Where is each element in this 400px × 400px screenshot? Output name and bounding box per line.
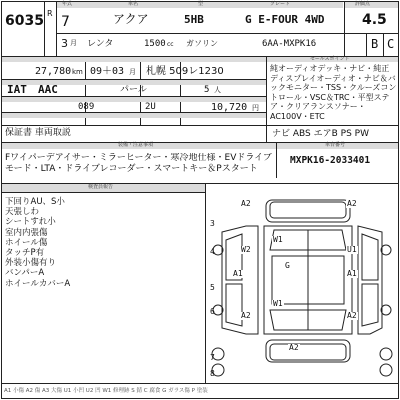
damage-note-item: ホイール傷 <box>5 237 48 248</box>
sales-point-label: セールスポイント <box>310 56 350 62</box>
damage-mark-left-rear-door: A1 <box>233 269 243 278</box>
chassis-number: MXPK16-2033401 <box>290 155 371 166</box>
damage-mark-hood: W1 <box>273 235 283 244</box>
diagram-number-8: 8 <box>210 369 215 378</box>
equipment-icons: ナビ ABS エアB PS PW <box>272 129 369 139</box>
damage-notes-label: 検査員報告 <box>88 184 114 190</box>
kv-value: 089 <box>78 102 95 112</box>
recycle-unit: 円 <box>252 104 259 112</box>
model-code: 5HB <box>184 13 204 26</box>
year-value: 7 <box>61 14 70 30</box>
car-damage-diagram <box>206 184 398 384</box>
damage-mark-roof: G <box>285 261 290 270</box>
recycle-fee: 10,720 <box>211 102 248 113</box>
damage-mark-rear-left: A2 <box>241 311 251 320</box>
seats-value: 5 <box>204 85 210 95</box>
displacement: 1500 <box>144 39 166 49</box>
damage-mark-right-front-door: U1 <box>347 245 357 254</box>
diagram-number-3: 3 <box>210 219 215 228</box>
color-code: 2U <box>145 102 156 112</box>
inspection-unit: 月 <box>129 68 136 76</box>
damage-mark-right-rear-door: A1 <box>347 269 357 278</box>
score-label: 評価点 <box>355 1 371 7</box>
model-label: 車名 <box>128 1 139 7</box>
chassis-code: 6AA-MXPK16 <box>262 39 317 49</box>
diagram-number-5: 5 <box>210 283 215 292</box>
transmission: IAT <box>7 83 27 96</box>
diagram-number-7: 7 <box>210 353 215 362</box>
sales-point-text <box>270 64 397 122</box>
lot-number: 6035 <box>5 13 44 29</box>
damage-note-item: 室内内張傷 <box>5 227 48 238</box>
damage-note-item: シートすれ小 <box>5 217 56 228</box>
equipment-note-label: 装備・注意事項 <box>118 142 154 148</box>
model-name: アクア <box>113 12 149 26</box>
plate-number: 札幌 509レ1230 <box>146 66 224 77</box>
damage-note-item: 天張しわ <box>5 207 40 218</box>
year-era: R <box>47 9 53 18</box>
chassis-number-label: 車台番号 <box>325 142 346 148</box>
grade-value: G E-FOUR 4WD <box>245 13 325 26</box>
damage-mark-trunk: W1 <box>273 299 283 308</box>
damage-mark-rear-center: A2 <box>289 343 299 352</box>
damage-mark-left-front-door: W2 <box>241 245 251 254</box>
score-value: 4.5 <box>362 12 387 28</box>
month-unit: 月 <box>70 39 77 47</box>
grade-label: グレード <box>270 1 291 7</box>
damage-note-item: 外装小傷有り <box>5 258 57 269</box>
diagram-number-6: 6 <box>210 307 215 316</box>
inspection-value: 09＋03 <box>90 66 125 77</box>
sales-point-content: 純オーディオデッキ・ナビ・純正ディスプレイオーディオ・ナビ＆バックモニター・TSS・クルーズコントロール・VSC＆TRC・平型ステア・クリアランスソナー・AC100V・ETC <box>270 64 397 121</box>
damage-notes-list <box>5 197 201 289</box>
mileage-value: 27,780 <box>35 66 72 77</box>
damage-note-item: ホイールカバーA <box>5 278 71 289</box>
month-value: 3 <box>61 37 68 50</box>
seats-unit: 人 <box>214 86 221 94</box>
footer-legend-text: A1 小傷 A2 傷 A3 大傷 U1 小凹 U2 凹 W1 修理跡 S 錆 C 腐食 G ガラス傷 P 塗装 <box>4 388 208 394</box>
exterior-grade: C <box>387 37 395 51</box>
interior-grade: B <box>371 37 379 51</box>
color-value: パール <box>120 85 147 95</box>
equipment-note-text <box>5 153 275 181</box>
damage-mark-rear-right: A2 <box>347 311 357 320</box>
damage-mark-front-left: A2 <box>241 199 251 208</box>
damage-note-item: 下回りAU、S小 <box>5 197 65 207</box>
damage-note-item: タッチP有 <box>5 248 45 259</box>
equipment-note-content: Fワイパーデアイサー・ミラーヒーター・寒冷地仕様・EVドライブモード・LTA・ドライブレコーダー・スマートキー＆Pスタート <box>5 153 272 174</box>
year-label: 年式 <box>62 1 73 7</box>
rental-flag: レンタ <box>87 39 114 49</box>
damage-mark-front-right: A2 <box>347 199 357 208</box>
displacement-unit: cc <box>167 41 174 48</box>
diagram-number-4: 4 <box>210 247 215 256</box>
model-code-label: 型 <box>198 1 204 7</box>
footer-legend <box>4 387 396 397</box>
fuel-type: ガソリン <box>186 39 218 48</box>
aircon: AAC <box>38 83 58 96</box>
warranty-docs: 保証書 車両取説 <box>5 128 71 138</box>
damage-note-item: バンパーA <box>5 268 45 279</box>
mileage-unit: km <box>72 68 83 76</box>
